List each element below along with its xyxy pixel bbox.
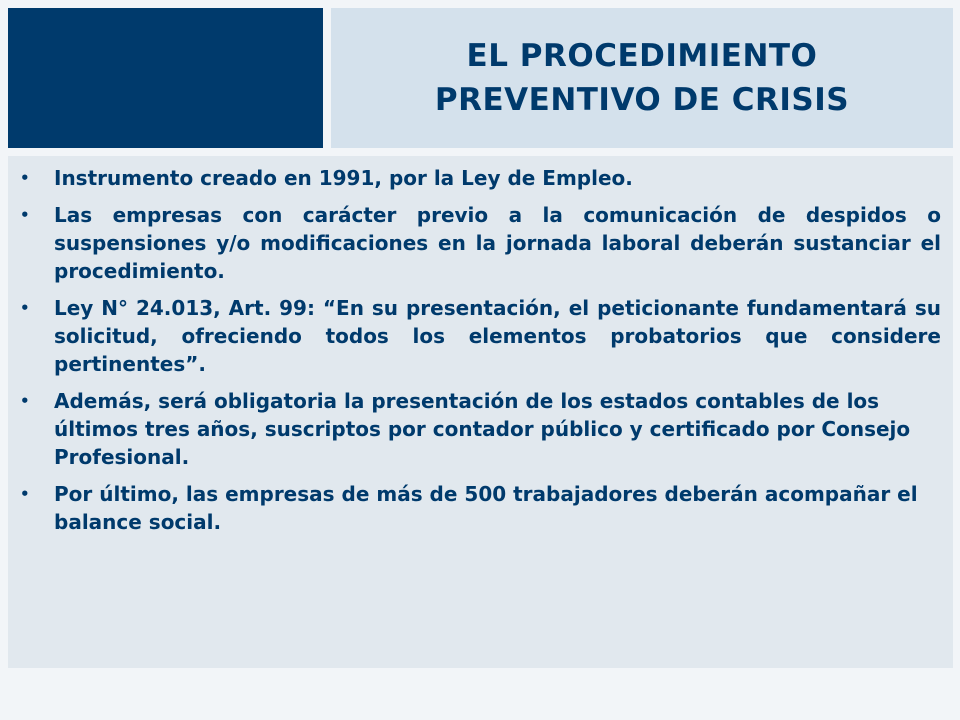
title-line-2: PREVENTIVO DE CRISIS bbox=[434, 82, 850, 118]
bullet-text: Instrumento creado en 1991, por la Ley de Empleo. bbox=[54, 166, 633, 190]
bullet-item bbox=[8, 294, 941, 378]
bullet-icon: • bbox=[20, 299, 30, 317]
slide-title bbox=[435, 34, 849, 122]
bullet-item bbox=[8, 164, 941, 192]
bullet-list bbox=[8, 156, 953, 536]
bullet-icon: • bbox=[20, 392, 30, 410]
bullet-item bbox=[8, 480, 941, 536]
bullet-text: Además, será obligatoria la presentación de los estados contables de los últimos tres años, suscriptos por contador público y certificado por Consejo Profesional. bbox=[54, 389, 911, 469]
title-line-1: EL PROCEDIMIENTO bbox=[466, 38, 818, 74]
bullet-item bbox=[8, 387, 941, 471]
bullet-text: Ley N° 24.013, Art. 99: “En su presentación, el peticionante fundamentará su solicitud, ofreciendo todos los elementos probatorios que considere pertinentes”. bbox=[54, 296, 941, 376]
title-box bbox=[331, 8, 953, 148]
bullet-icon: • bbox=[20, 485, 30, 503]
bullet-icon: • bbox=[20, 206, 30, 224]
bullet-text: Las empresas con carácter previo a la comunicación de despidos o suspensiones y/o modificaciones en la jornada laboral deberán sustanciar el procedimiento. bbox=[54, 203, 941, 283]
accent-block bbox=[8, 8, 323, 148]
content-box bbox=[8, 156, 953, 668]
bullet-item bbox=[8, 201, 941, 285]
bullet-icon: • bbox=[20, 169, 30, 187]
bullet-text: Por último, las empresas de más de 500 trabajadores deberán acompañar el balance social. bbox=[54, 482, 918, 534]
